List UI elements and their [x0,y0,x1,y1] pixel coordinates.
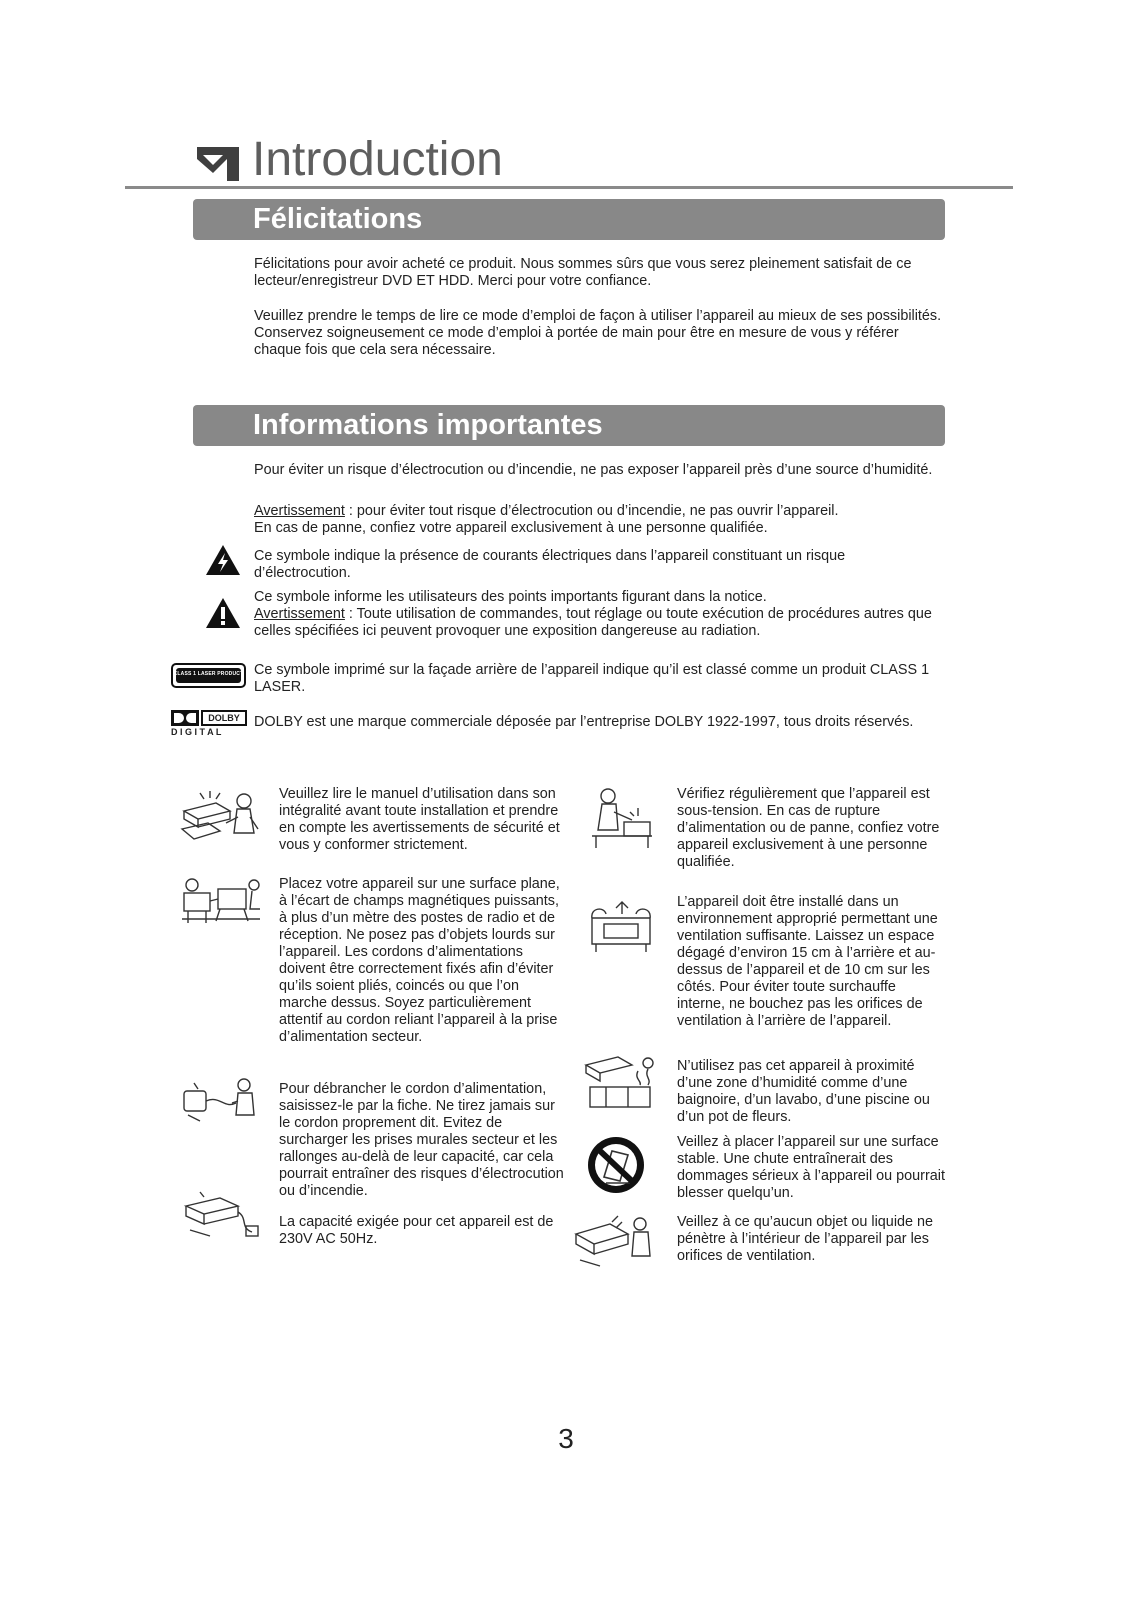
page-title: Introduction [252,133,503,186]
page-number: 3 [558,1423,574,1454]
section-heading: Informations importantes [253,409,603,441]
section-header-informations [193,405,945,446]
warning-text-2: En cas de panne, confiez votre appareil exclusivement à une personne qualifiée. [254,520,768,536]
dolby-word: DOLBY [201,710,247,726]
exclamation-text: Ce symbole informe les utilisateurs des points importants figurant dans la notice. [254,589,767,605]
technician-icon [588,786,654,852]
felicitations-para-1: Félicitations pour avoir acheté ce produit. Nous sommes sûrs que vous serez pleinement satisfait de ce lecteur/enregistreur DVD ET HDD. Merci pour votre confiance. [254,256,912,289]
title-divider [125,186,1013,189]
warning-open [254,503,944,537]
lightning-warning-icon [205,544,241,576]
tip-check-power: Vérifiez régulièrement que l’appareil est sous-tension. En cas de rupture d’alimentation ou de panne, confiez votre appareil exclusivement à une personne qualifiée. [677,786,940,870]
warning-label: Avertissement [254,606,345,622]
exclamation-warning-icon [205,597,241,629]
class1-laser-label [171,663,246,688]
unplug-cord-icon [180,1075,262,1125]
humidity-warning: Pour éviter un risque d’électrocution ou d’incendie, ne pas exposer l’appareil près d’une source d’humidité. [254,462,933,478]
section-header-felicitations [193,199,945,240]
tip-humidity: N’utilisez pas cet appareil à proximité d’une zone d’humidité comme d’une baignoire, d’un lavabo, d’une piscine ou d’un pot de fleurs. [677,1058,930,1125]
tip-unplug: Pour débrancher le cordon d’alimentation, saisissez-le par la fiche. Ne tirez jamais sur le cordon proprement dit. Evitez de surcharger les prises murales secteur et les rallonges au-delà de leur capacité, car cela pourrait entraîner des risques d’électrocution ou d’incendie. [279,1081,564,1199]
warning-text: : pour éviter tout risque d’électrocution ou d’incendie, ne pas ouvrir l’appareil. [344,503,839,519]
laser-symbol-text: Ce symbole imprimé sur la façade arrière de l’appareil indique qu’il est classé comme un produit CLASS 1 LASER. [254,662,930,695]
lightning-symbol-text: Ce symbole indique la présence de courants électriques dans l’appareil constituant un risque d’électrocution. [254,548,846,581]
no-liquid-icon [572,1212,654,1270]
warning-text: : Toute utilisation de commandes, tout réglage ou toute exécution de procédures autres que celles spécifiées ici peuvent provoquer une exposition dangereuse au radiation. [254,606,932,639]
laser-label-text: CLASS 1 LASER PRODUCT [173,671,244,677]
tip-no-liquid: Veillez à ce qu’aucun objet ou liquide ne pénètre à l’intérieur de l’appareil par les orifices de ventilation. [677,1214,934,1264]
chapter-tab-icon [193,143,243,183]
power-supply-icon [180,1188,262,1240]
tip-power-capacity: La capacité exigée pour cet appareil est de 230V AC 50Hz. [279,1214,554,1247]
ventilation-icon [586,898,658,956]
warning-label: Avertissement [254,503,345,519]
tip-ventilation: L’appareil doit être installé dans un environnement approprié permettant une ventilation suffisante. Laissez un espace dégagé d’environ 15 cm à l’arrière et au-dessus de l’appareil et de 10 cm sur les côtés. Pour éviter toute surchauffe interne, ne bouchez pas les orifices de ventilation à l’arrière de l’appareil. [677,894,938,1029]
no-unstable-surface-icon [584,1133,648,1197]
dolby-digital-logo [171,710,249,738]
tip-read-manual: Veuillez lire le manuel d’utilisation dans son intégralité avant toute installation et prendre en compte les avertissements de sécurité et vous y conformer strictement. [279,786,560,853]
reading-manual-icon [180,789,262,847]
section-heading: Félicitations [253,203,423,235]
placement-icon [180,875,262,927]
digital-word: D I G I T A L [171,727,222,737]
tip-stable-surface: Veillez à placer l’appareil sur une surface stable. Une chute entraînerait des dommages sérieux à l’appareil ou pourrait blesser quelqu’un. [677,1134,945,1201]
dolby-text: DOLBY est une marque commerciale déposée par l’entreprise DOLBY 1922-1997, tous droits réservés. [254,714,914,730]
humidity-icon [582,1051,658,1111]
exclamation-symbol-text [254,589,944,640]
double-d-icon [171,710,199,726]
tip-placement: Placez votre appareil sur une surface plane, à l’écart de champs magnétiques puissants, à plus d’un mètre des postes de radio et de réception. Ne posez pas d’objets lourds sur l’appareil. Les cordons d’alimentations doivent être correctement fixés afin d’éviter qu’ils soient pliés, coincés ou que l’on marche dessus. Soyez particulièrement attentif au cordon reliant l’appareil à la prise d’alimentation secteur. [279,876,560,1045]
felicitations-para-2: Veuillez prendre le temps de lire ce mode d’emploi de façon à utiliser l’appareil au mieux de ses possibilités. Conservez soigneusement ce mode d’emploi à portée de main pour être en mesure de vous y référer chaque fois que cela sera nécessaire. [254,308,942,358]
